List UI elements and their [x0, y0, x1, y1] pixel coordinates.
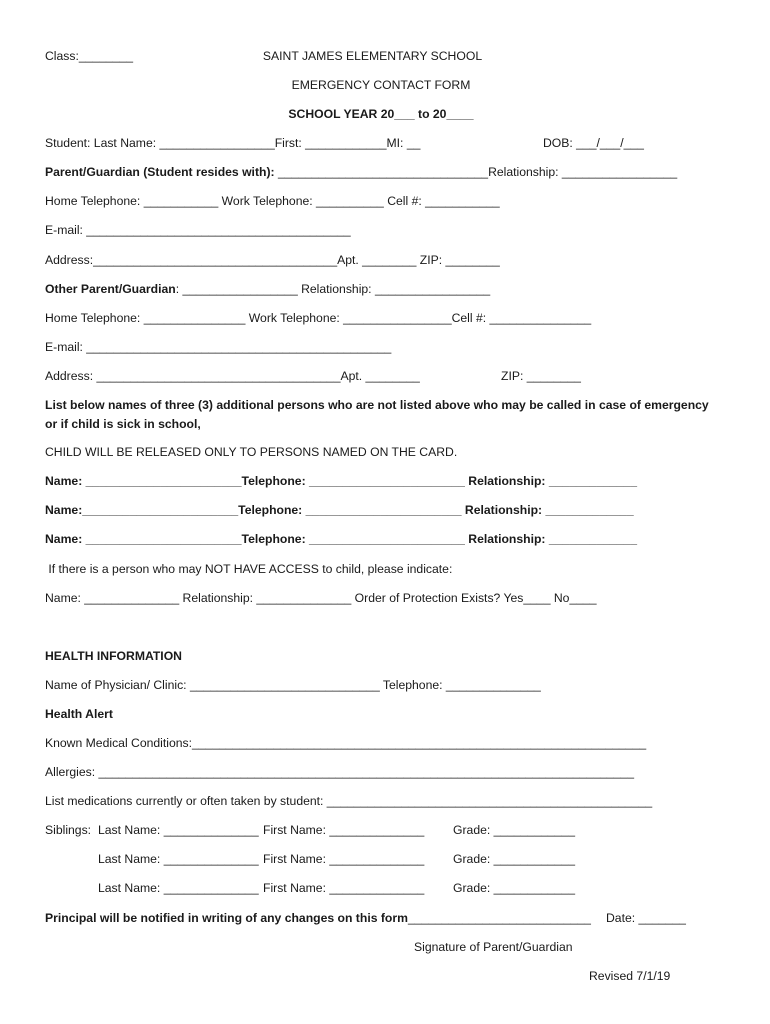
parent-guardian-line[interactable] — [45, 166, 677, 178]
school-name: SAINT JAMES ELEMENTARY SCHOOL — [262, 49, 483, 63]
parent-address-line[interactable]: Address:____________________________________Apt. ________ ZIP: ________ — [45, 253, 500, 267]
medical-conditions-line[interactable]: Known Medical Conditions:___________________________________________________________________ — [45, 736, 647, 750]
other-parent-phones-line[interactable]: Home Telephone: _______________ Work Telephone: ________________Cell #: _______________ — [45, 311, 592, 325]
medications-line[interactable]: List medications currently or often taken by student: ________________________________________________ — [45, 794, 653, 808]
class-field[interactable]: Class:________ — [45, 49, 134, 63]
signature-blank[interactable]: ___________________________ — [407, 911, 591, 925]
siblings-label: Siblings: — [45, 823, 92, 837]
principal-notice-line[interactable] — [45, 912, 591, 924]
revised-date: Revised 7/1/19 — [589, 969, 671, 983]
sibling-grade-field[interactable]: Grade: ____________ — [453, 852, 575, 866]
principal-notice: Principal will be notified in writing of any changes on this form — [45, 911, 408, 925]
no-access-line[interactable]: Name: ______________ Relationship: ______________ Order of Protection Exists? Yes____ No____ — [45, 591, 597, 605]
additional-contact-line[interactable]: Name:_______________________Telephone: _______________________ Relationship: _____________ — [45, 503, 634, 517]
allergies-line[interactable]: Allergies: _______________________________________________________________________________ — [45, 765, 634, 779]
sibling-grade-field[interactable]: Grade: ____________ — [453, 823, 575, 837]
sibling-last-name-field[interactable]: Last Name: ______________ — [98, 823, 259, 837]
sibling-last-name-field[interactable]: Last Name: ______________ — [98, 881, 259, 895]
additional-instruction-1: List below names of three (3) additional persons who are not listed above who may be called in case of emergency — [45, 398, 709, 412]
parent-guardian-blanks[interactable]: _______________________________Relationship: _________________ — [274, 165, 678, 179]
student-name-line[interactable]: Student: Last Name: _________________First: ____________MI: __ — [45, 136, 421, 150]
other-parent-blanks[interactable]: : _________________ Relationship: _________________ — [175, 282, 491, 296]
parent-guardian-label: Parent/Guardian (Student resides with): — [45, 165, 275, 179]
signature-caption: Signature of Parent/Guardian — [414, 940, 573, 954]
additional-contact-line[interactable]: Name: _______________________Telephone: _______________________ Relationship: _____________ — [45, 532, 637, 546]
other-parent-line[interactable] — [45, 283, 490, 295]
additional-contact-line[interactable]: Name: _______________________Telephone: _______________________ Relationship: _____________ — [45, 474, 637, 488]
additional-instruction-2: or if child is sick in school, — [45, 417, 201, 431]
sibling-first-name-field[interactable]: First Name: ______________ — [263, 852, 425, 866]
other-parent-address-line[interactable]: Address: ____________________________________Apt. ________ — [45, 369, 420, 383]
no-access-note: If there is a person who may NOT HAVE ACCESS to child, please indicate: — [45, 562, 453, 576]
parent-phones-line[interactable]: Home Telephone: ___________ Work Telephone: __________ Cell #: ___________ — [45, 194, 500, 208]
date-field[interactable]: Date: _______ — [606, 911, 686, 925]
student-dob-field[interactable]: DOB: ___/___/___ — [543, 136, 644, 150]
parent-email-line[interactable]: E-mail: _______________________________________ — [45, 223, 351, 237]
health-alert-heading: Health Alert — [45, 707, 113, 721]
other-parent-label: Other Parent/Guardian — [45, 282, 176, 296]
health-information-heading: HEALTH INFORMATION — [45, 649, 182, 663]
school-year[interactable]: SCHOOL YEAR 20___ to 20____ — [288, 107, 474, 121]
physician-line[interactable]: Name of Physician/ Clinic: ____________________________ Telephone: ______________ — [45, 678, 541, 692]
form-title: EMERGENCY CONTACT FORM — [291, 78, 471, 92]
sibling-first-name-field[interactable]: First Name: ______________ — [263, 881, 425, 895]
sibling-first-name-field[interactable]: First Name: ______________ — [263, 823, 425, 837]
release-notice: CHILD WILL BE RELEASED ONLY TO PERSONS NAMED ON THE CARD. — [45, 445, 458, 459]
sibling-grade-field[interactable]: Grade: ____________ — [453, 881, 575, 895]
sibling-last-name-field[interactable]: Last Name: ______________ — [98, 852, 259, 866]
other-parent-email-line[interactable]: E-mail: _____________________________________________ — [45, 340, 392, 354]
other-parent-zip-field[interactable]: ZIP: ________ — [501, 369, 581, 383]
